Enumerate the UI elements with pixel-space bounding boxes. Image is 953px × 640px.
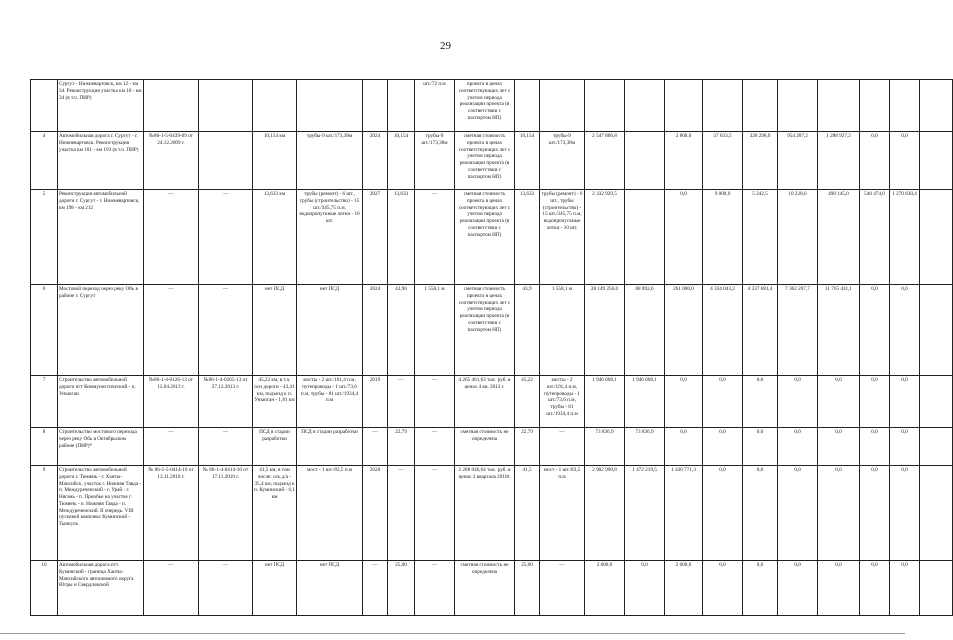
table-cell: 0,0	[778, 376, 818, 428]
table-cell: —	[144, 190, 199, 285]
table-cell: 10,154	[388, 132, 415, 190]
table-cell: 13,633	[388, 190, 415, 285]
table-cell: трубы (ремонт) - 6 шт., трубы (строительство) - 15 шт./345,75 п.м, водопропускные лотки - 10 шт.	[297, 190, 363, 285]
table-cell: 2 000,0	[585, 561, 625, 616]
table-cell: 1 558,1 м	[415, 285, 455, 376]
table-cell: 25,00	[515, 561, 540, 616]
table-cell: нет ПСД	[253, 285, 297, 376]
row-number-cell: 9	[31, 466, 58, 561]
table-cell	[920, 428, 953, 466]
table-cell: нет ПСД	[297, 561, 363, 616]
table-cell: 0,0	[665, 190, 703, 285]
table-cell: мост - 1 шт./83,5 п.м	[297, 466, 363, 561]
table-cell: №86-1-5-0439-09 от 24.12.2009 г.	[144, 132, 199, 190]
table-cell: 0,0	[743, 376, 778, 428]
table-cell: сметная стоимость проекта в ценах соответствующих лет с учетом периода реализации проекта (в соответствии с паспортом НП)	[455, 190, 515, 285]
table-cell: 41,5	[515, 466, 540, 561]
table-cell: 0,0	[890, 428, 920, 466]
table-cell: 490 145,0	[818, 190, 860, 285]
table-cell: 2020	[363, 466, 388, 561]
table-cell	[388, 80, 415, 132]
table-cell: 2 547 806,8	[585, 132, 625, 190]
table-cell: трубы-9 шт./173,38м	[297, 132, 363, 190]
table-cell: —	[415, 466, 455, 561]
table-row	[31, 428, 953, 466]
table-cell: 2 800,0	[665, 132, 703, 190]
table-cell: 1 946 068,1	[625, 376, 665, 428]
table-row	[31, 466, 953, 561]
table-cell: 0,0	[778, 561, 818, 616]
table-cell: 954 207,2	[778, 132, 818, 190]
row-number-cell: 6	[31, 285, 58, 376]
roads-table	[30, 79, 953, 616]
table-cell: 0,0	[890, 561, 920, 616]
table-cell: 7 362 207,7	[778, 285, 818, 376]
object-name-cell: Автомобильная дорога г. Сургут - г. Нижневартовск. Реконструкция участка км 181 - км 193 (в т.ч. ПИР)	[58, 132, 144, 190]
table-cell: —	[540, 428, 585, 466]
table-cell: 0,0	[860, 561, 890, 616]
table-cell: 1 288 927,2	[818, 132, 860, 190]
table-cell	[585, 80, 625, 132]
table-cell	[363, 80, 388, 132]
table-cell: 28 149 256,0	[585, 285, 625, 376]
table-cell: —	[144, 285, 199, 376]
table-cell: 4 334 043,2	[703, 285, 743, 376]
table-cell: шт./72 п.м	[415, 80, 455, 132]
table-cell: сметная стоимость проекта в ценах соответствующих лет с учетом периода реализации проекта (в соответствии с паспортом НП)	[455, 132, 515, 190]
table-cell: 0,0	[890, 285, 920, 376]
table-cell	[515, 80, 540, 132]
table-cell: №86-1-4-0265-13 от 27.12.2013 г.	[199, 376, 253, 428]
table-cell: 0,0	[860, 285, 890, 376]
table-cell: 88 892,6	[625, 285, 665, 376]
row-number-cell: 5	[31, 190, 58, 285]
table-cell: 1 946 068,1	[585, 376, 625, 428]
table-cell: 0,0	[860, 376, 890, 428]
table-cell: 0,0	[703, 561, 743, 616]
table-cell	[743, 80, 778, 132]
table-cell: 0,0	[743, 466, 778, 561]
table-row	[31, 80, 953, 132]
table-cell: 0,0	[818, 561, 860, 616]
table-body	[31, 80, 953, 616]
table-cell: мост - 1 шт./83,5 п.м	[540, 466, 585, 561]
table-cell	[920, 80, 953, 132]
table-cell: 2027	[363, 190, 388, 285]
table-cell: 1 430 771,3	[665, 466, 703, 561]
table-cell	[144, 80, 199, 132]
table-cell: 25,00	[388, 561, 415, 616]
table-cell: 2024	[363, 132, 388, 190]
table-cell: 1 558,1 м	[540, 285, 585, 376]
table-row	[31, 376, 953, 428]
table-cell	[625, 80, 665, 132]
table-cell	[920, 285, 953, 376]
table-cell: —	[144, 561, 199, 616]
row-number-cell: 8	[31, 428, 58, 466]
table-cell: сметная стоимость не определена	[455, 428, 515, 466]
table-cell: 73 836,9	[625, 428, 665, 466]
table-cell	[703, 80, 743, 132]
table-cell: 4 265 461,63 тыс. руб. в ценах 4 кв. 2013 г.	[455, 376, 515, 428]
table-cell: сметная стоимость проекта в ценах соответствующих лет с учетом периода реализации проекта (в соответствии с паспортом НП)	[455, 285, 515, 376]
table-cell	[625, 132, 665, 190]
table-cell: 0,0	[743, 428, 778, 466]
table-cell: —	[363, 428, 388, 466]
table-cell: 45,22 км, в т.ч. оси дороги - 43,41 км, подъезд к п. Унъюган - 1,81 км	[253, 376, 297, 428]
object-name-cell: Мостовой переход через реку Обь в районе г. Сургут	[58, 285, 144, 376]
table-cell: 0,0	[860, 466, 890, 561]
row-number-cell: 10	[31, 561, 58, 616]
table-cell: 0,0	[890, 466, 920, 561]
table-cell: 2 000,0	[665, 561, 703, 616]
table-cell: 10,154	[515, 132, 540, 190]
table-cell: 11 765 431,1	[818, 285, 860, 376]
table-cell: 0,0	[625, 561, 665, 616]
table-cell	[920, 190, 953, 285]
table-cell: мосты - 2 шт./101,4 п.м, путепроводы - 1 шт./73,6 п.м, трубы - 81 шт./1934,4 п.м	[297, 376, 363, 428]
table-cell: 2 902 990,8	[585, 466, 625, 561]
table-cell: 0,0	[665, 428, 703, 466]
table-cell: 0,0	[778, 466, 818, 561]
table-cell: 540 474,0	[860, 190, 890, 285]
table-cell: 22,79	[388, 428, 415, 466]
table-cell: 13,633 км	[253, 190, 297, 285]
table-cell: проекта в ценах соответствующих лет с учетом периода реализации проекта (в соответствии с паспортом НП)	[455, 80, 515, 132]
table-cell: №86-1-4-0126-13 от 12.04.2013 г.	[144, 376, 199, 428]
table-cell	[625, 190, 665, 285]
table-cell: сметная стоимость не определена	[455, 561, 515, 616]
table-cell: —	[199, 285, 253, 376]
table-cell: —	[363, 561, 388, 616]
table-row	[31, 285, 953, 376]
table-cell: 73 836,9	[585, 428, 625, 466]
table-cell: № 86-1-5-0414-10 от 13.11.2010 г.	[144, 466, 199, 561]
table-cell: —	[199, 561, 253, 616]
table-cell: 0,0	[890, 376, 920, 428]
table-cell: 5 242,5	[743, 190, 778, 285]
table-cell	[890, 80, 920, 132]
table-cell: 0,0	[860, 132, 890, 190]
table-cell: нет ПСД	[253, 561, 297, 616]
table-cell: 43,9	[515, 285, 540, 376]
table-cell	[860, 80, 890, 132]
table-cell: 0,0	[818, 428, 860, 466]
table-cell	[199, 80, 253, 132]
table-cell: 0,0	[860, 428, 890, 466]
table-cell: трубы (ремонт) - 6 шт., трубы (строительство) - 15 шт./345,75 п.м, водопропускные лотки - 10 шт.	[540, 190, 585, 285]
table-cell: —	[388, 466, 415, 561]
table-cell: трубы-9 шт./173,38м	[540, 132, 585, 190]
table-cell: 2024	[363, 285, 388, 376]
table-cell: 2 332 920,5	[585, 190, 625, 285]
table-cell	[540, 80, 585, 132]
table-cell: 328 298,9	[743, 132, 778, 190]
table-cell	[920, 466, 953, 561]
table-cell: 22,79	[515, 428, 540, 466]
object-name-cell: Строительство автомобильной дороги пгт Коммунистический - п. Унъюган	[58, 376, 144, 428]
page-number: 29	[440, 40, 451, 52]
table-cell: 0,0	[818, 466, 860, 561]
table-cell: № 86-1-4-0414-10 от 17.11.2010 г.	[199, 466, 253, 561]
table-cell: —	[415, 428, 455, 466]
row-number-cell	[31, 80, 58, 132]
table-cell: 2 288 046,64 тыс. руб. в ценах 3 квартала 2010г.	[455, 466, 515, 561]
object-name-cell: Реконструкция автомобильной дороги г. Сургут - г. Нижневартовск, км 198 - км 212	[58, 190, 144, 285]
table-cell: 261 000,0	[665, 285, 703, 376]
table-cell: 0,0	[665, 376, 703, 428]
table-cell: 0,0	[818, 376, 860, 428]
table-cell: —	[540, 561, 585, 616]
table-cell	[665, 80, 703, 132]
object-name-cell: Сургут - Нижневартовск, км 12 - км 34. Реконструкция участка км 18 - км 34 (в т.ч. ПИР)	[58, 80, 144, 132]
table-cell	[297, 80, 363, 132]
table-cell: трубы-9 шт./173,38м	[415, 132, 455, 190]
table-cell	[778, 80, 818, 132]
table-cell: 10,154 км	[253, 132, 297, 190]
table-cell: ПСД в стадии разработки	[253, 428, 297, 466]
table-cell: 1 270 830,4	[890, 190, 920, 285]
table-cell: 13,633	[515, 190, 540, 285]
table-cell: —	[415, 190, 455, 285]
table-cell	[818, 80, 860, 132]
table-row	[31, 132, 953, 190]
row-number-cell: 7	[31, 376, 58, 428]
table-cell: 43,90	[388, 285, 415, 376]
table-cell	[920, 561, 953, 616]
table-cell: 0,0	[890, 132, 920, 190]
table-cell: 2019	[363, 376, 388, 428]
table-cell: мосты - 2 шт./101,4 п.м, путепроводы - 1 шт./73,6 п.м, трубы - 81 шт./1934,4 п.м	[540, 376, 585, 428]
table-cell: 37 633,5	[703, 132, 743, 190]
table-cell: нет ПСД	[297, 285, 363, 376]
table-cell: ПСД в стадии разработки	[297, 428, 363, 466]
object-name-cell: Строительство мостового перехода через реку Обь в Октябрьском районе (ПИР)*	[58, 428, 144, 466]
table-cell: 0,0	[703, 466, 743, 561]
roads-table-wrapper	[30, 79, 917, 589]
object-name-cell: Строительство автомобильной дороги г. Тюмень - г. Ханты-Мансийск, участок г. Нижняя Тавда - п. Междуреченский - г. Урай - г. Нягань - п. Приобье на участке г. Тюмень - п. Нижняя Тавда - п. Междуреченский. II очередь. VIII пусковой комплекс Куминский - Тынкуль	[58, 466, 144, 561]
table-cell: —	[415, 376, 455, 428]
table-cell: —	[199, 428, 253, 466]
table-cell: 0,0	[778, 428, 818, 466]
table-cell	[920, 132, 953, 190]
object-name-cell: Автомобильная дорога пгт. Куминский - граница Ханты-Мансийского автономного округа Югры и Свердловской	[58, 561, 144, 616]
scan-edge-line	[0, 633, 905, 634]
table-cell	[199, 132, 253, 190]
table-cell: 10 228,6	[778, 190, 818, 285]
table-cell: 4 337 681,4	[743, 285, 778, 376]
table-cell	[920, 376, 953, 428]
table-cell: 0,0	[703, 376, 743, 428]
table-cell: 0,0	[743, 561, 778, 616]
table-row	[31, 190, 953, 285]
table-cell	[253, 80, 297, 132]
row-number-cell: 4	[31, 132, 58, 190]
table-cell: 9 000,0	[703, 190, 743, 285]
table-cell: 1 472 219,5	[625, 466, 665, 561]
table-cell: 45,22	[515, 376, 540, 428]
table-cell: —	[199, 190, 253, 285]
table-cell: —	[144, 428, 199, 466]
table-row	[31, 561, 953, 616]
table-cell: 41,5 км, в том числе: ось д/а - 35,4 км, подъезд к п. Куминский - 6,1 км	[253, 466, 297, 561]
table-cell: —	[415, 561, 455, 616]
table-cell: —	[388, 376, 415, 428]
table-cell: 0,0	[703, 428, 743, 466]
